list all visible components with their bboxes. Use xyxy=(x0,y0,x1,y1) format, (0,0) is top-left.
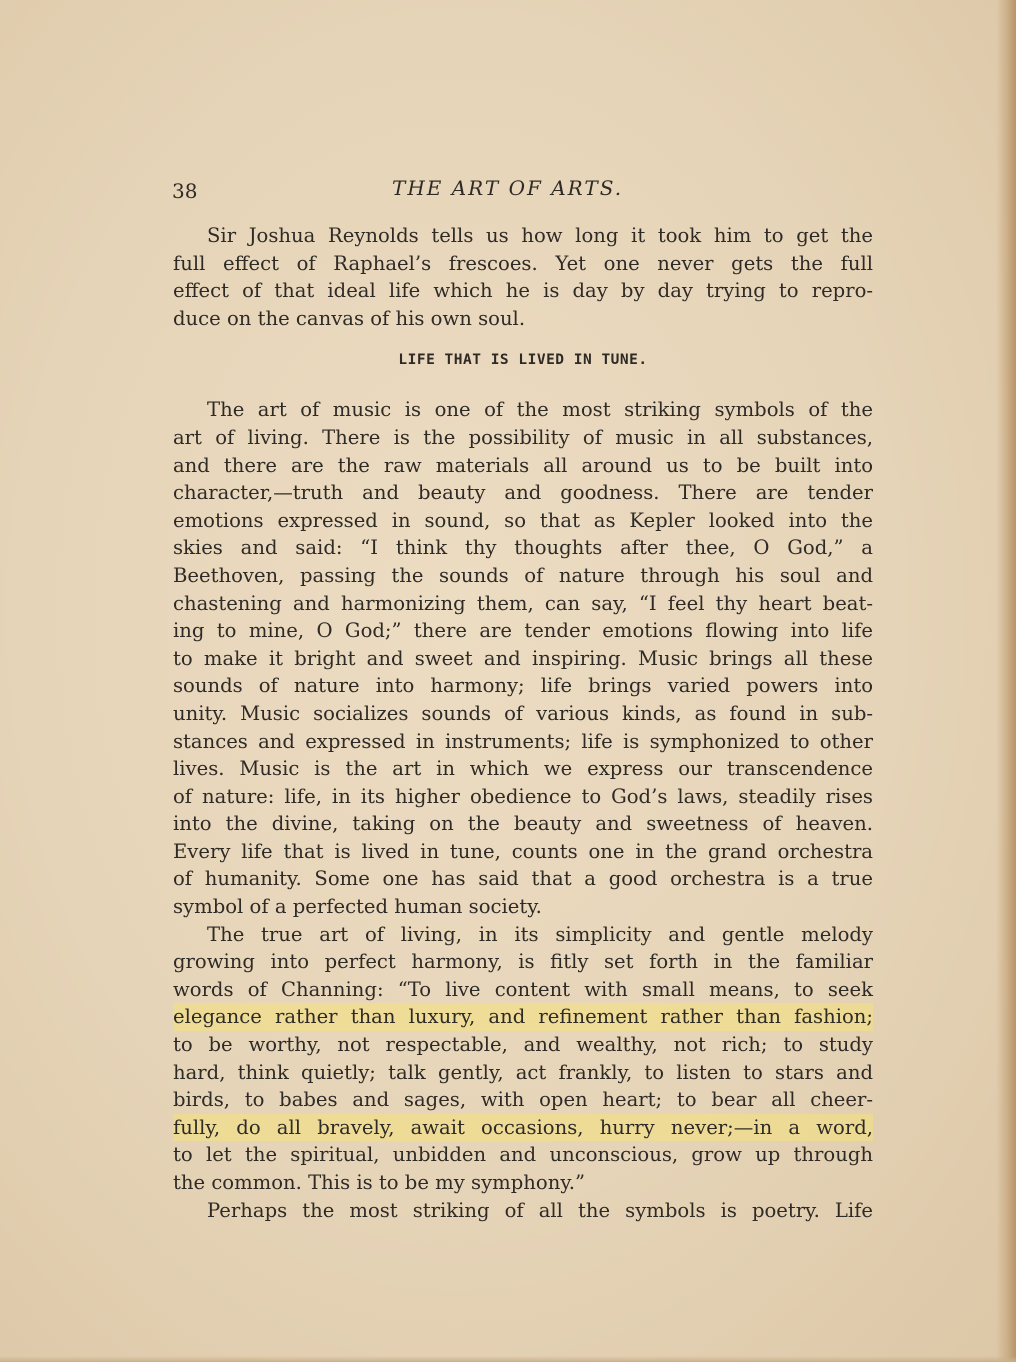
text-line: Beethoven, passing the sounds of nature through his soul and xyxy=(173,563,873,587)
text-line: of humanity. Some one has said that a good orchestra is a true xyxy=(173,867,873,891)
text-line: unity. Music socializes sounds of various kinds, as found in sub- xyxy=(173,701,873,725)
text-line: the common. This is to be my symphony.” xyxy=(173,1171,586,1194)
paragraph xyxy=(173,921,873,1197)
text-line: lives. Music is the art in which we express our transcendence xyxy=(173,757,873,781)
text-line: Perhaps the most striking of all the symbols is poetry. Life xyxy=(207,1198,873,1222)
text-line: symbol of a perfected human society. xyxy=(173,895,542,919)
paragraph xyxy=(173,396,873,920)
text-line: The art of music is one of the most striking symbols of the xyxy=(207,398,873,422)
body-text xyxy=(173,222,873,1224)
running-title: THE ART OF ARTS. xyxy=(392,176,624,200)
text-line: Every life that is lived in tune, counts one in the grand orchestra xyxy=(173,839,873,863)
page-number: 38 xyxy=(172,179,198,203)
text-line: chastening and harmonizing them, can say, “I feel thy heart beat- xyxy=(173,591,873,615)
text-line: stances and expressed in instruments; life is symphonized to other xyxy=(173,729,873,753)
text-line: sounds of nature into harmony; life brings varied powers into xyxy=(173,674,873,698)
text-line: ing to mine, O God;” there are tender emotions flowing into life xyxy=(173,619,873,643)
text-line: growing into perfect harmony, is fitly set forth in the familiar xyxy=(173,950,873,974)
section-heading: LIFE THAT IS LIVED IN TUNE. xyxy=(398,352,648,369)
text-line: hard, think quietly; talk gently, act frankly, to listen to stars and xyxy=(173,1060,873,1084)
text-line: to make it bright and sweet and inspiring. Music brings all these xyxy=(173,646,873,670)
text-line: effect of that ideal life which he is day by day trying to repro- xyxy=(173,279,873,303)
text-line: art of living. There is the possibility of music in all substances, xyxy=(173,425,873,449)
page-bottom-shadow xyxy=(0,1356,1016,1362)
highlighted-text-line: elegance rather than luxury, and refinement rather than fashion; xyxy=(173,1003,873,1031)
text-line: and there are the raw materials all around us to be built into xyxy=(173,453,873,477)
text-line: to let the spiritual, unbidden and unconscious, grow up through xyxy=(173,1143,873,1167)
paragraph xyxy=(173,1197,873,1225)
text-line: into the divine, taking on the beauty and sweetness of heaven. xyxy=(173,812,873,836)
text-line: Sir Joshua Reynolds tells us how long it took him to get the xyxy=(207,224,873,247)
text-line: duce on the canvas of his own soul. xyxy=(173,306,526,330)
text-line: birds, to babes and sages, with open heart; to bear all cheer- xyxy=(173,1088,873,1112)
text-line: of nature: life, in its higher obedience to God’s laws, steadily rises xyxy=(173,784,873,808)
text-line: skies and said: “I think thy thoughts after thee, O God,” a xyxy=(173,536,873,560)
text-line: character,—truth and beauty and goodness. There are tender xyxy=(173,481,873,505)
text-line: words of Channing: “To live content with small means, to seek xyxy=(173,977,873,1001)
highlighted-text-line: fully, do all bravely, await occasions, hurry never;—in a word, xyxy=(173,1114,873,1142)
paragraph xyxy=(173,222,873,332)
page-edge-shadow xyxy=(996,0,1016,1362)
text-line: to be worthy, not respectable, and wealthy, not rich; to study xyxy=(173,1033,873,1057)
running-head xyxy=(172,176,872,206)
text-line: The true art of living, in its simplicity and gentle melody xyxy=(207,922,873,946)
text-line: full effect of Raphael’s frescoes. Yet one never gets the full xyxy=(173,251,873,275)
text-line: emotions expressed in sound, so that as Kepler looked into the xyxy=(173,508,873,532)
